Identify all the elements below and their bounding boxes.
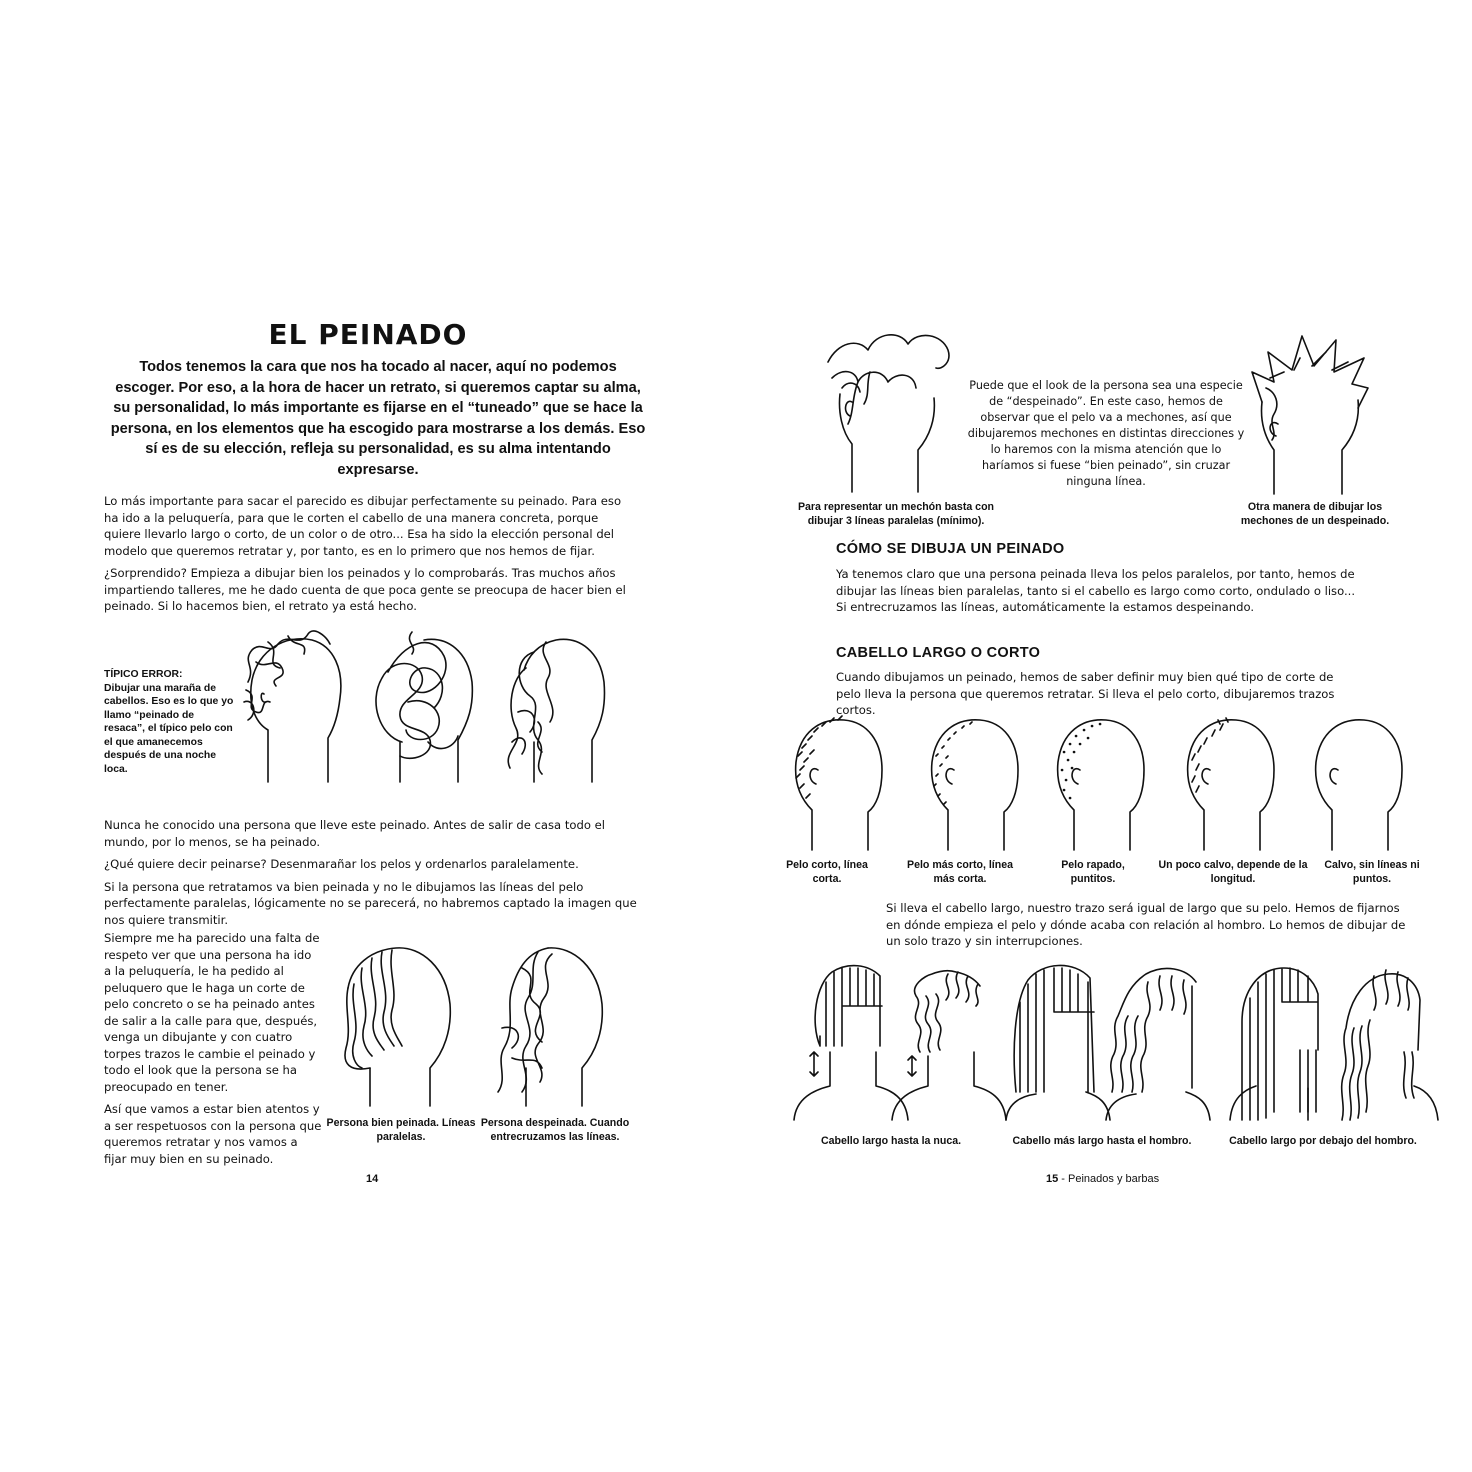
messy-head-2: [376, 632, 472, 782]
head-short-2: [932, 720, 1018, 850]
caption-messy: Persona despeinada. Cuando entrecruzamos las líneas.: [480, 1117, 630, 1143]
messy-head-1: [244, 631, 341, 782]
como-text: Ya tenemos claro que una persona peinada lleva los pelos paralelos, por tanto, hemos de dibujar las líneas bien paralelas, tanto si el cabello es largo como corto, ondulado o liso... Si entrecruzamos las líneas, automáticamente la estamos despeinando.: [836, 567, 1356, 614]
body-text-2: [104, 817, 638, 928]
page-title: EL PEINADO: [268, 318, 468, 351]
long-head-6: [1342, 970, 1438, 1120]
error-box: [104, 668, 236, 776]
messy-long-head-illustration: [482, 938, 622, 1108]
head-short-3: [1058, 720, 1144, 850]
paragraph: Así que vamos a estar bien atentos y a ser respetuosos con la persona que queremos retratar y nos vamos a fijar muy bien en su peinado.: [104, 1102, 322, 1166]
body-text-3: [104, 930, 322, 1167]
long-head-3: [1006, 965, 1110, 1120]
paragraph: Lo más importante para sacar el parecido es dibujar perfectamente su peinado. Para eso ha ido a la peluquería, para que le corten el cabello de una manera concreta, porque quiere llevarlo largo o corto, de un color o de otro... Esa ha sido la elección personal del modelo que queremos retratar y, por tanto, es en lo primero que nos hemos de fijar.: [104, 494, 622, 558]
right-page: [736, 0, 1472, 1472]
heading-cabello-largo: CABELLO LARGO O CORTO: [836, 645, 1041, 661]
mechon-head-illustration: [822, 332, 962, 494]
paragraph: Nunca he conocido una persona que lleve este peinado. Antes de salir de casa todo el mundo, por lo menos, se ha peinado.: [104, 818, 605, 849]
head-short-5: [1316, 720, 1402, 850]
caption-long-3: Cabello largo por debajo del hombro.: [1229, 1135, 1417, 1147]
long-head-5: [1230, 968, 1318, 1120]
error-text: Dibujar una maraña de cabellos. Eso es lo que yo llamo “peinado de resaca”, el típico pelo con el que amanecemos después de una noche loca.: [104, 682, 234, 775]
long-head-2: [892, 971, 1006, 1120]
page-number-left: 14: [366, 1173, 379, 1185]
largo-text: Cuando dibujamos un peinado, hemos de saber definir muy bien qué tipo de corte de pelo lleva la persona que queremos retratar. Si lleva el pelo corto, dibujaremos trazos cortos.: [836, 670, 1335, 717]
paragraph: Si la persona que retratamos va bien peinada y no le dibujamos las líneas del pelo perfectamente paralelas, lógicamente no se parecerá, no habremos captado la imagen que nos quiere transmitir.: [104, 879, 637, 927]
long-head-4: [1106, 968, 1210, 1120]
caption-mechon: Para representar un mechón basta con dibujar 3 líneas paralelas (mínimo).: [797, 501, 995, 527]
combed-head-illustration: [330, 938, 470, 1108]
head-short-1: [796, 716, 882, 850]
caption-otra: Otra manera de dibujar los mechones de un despeinado.: [1240, 501, 1390, 527]
long-head-1: [794, 966, 908, 1120]
caption-short-5: Calvo, sin líneas ni puntos.: [1324, 859, 1420, 885]
messy-head-3: [508, 639, 604, 782]
paragraph: ¿Sorprendido? Empieza a dibujar bien los peinados y lo comprobarás. Tras muchos años impartiendo talleres, me he dado cuenta de que poca gente se preocupa de hacer bien el peinado. Si lo hacemos bien, el retrato ya está hecho.: [104, 566, 626, 613]
running-head: - Peinados y barbas: [1058, 1173, 1160, 1185]
caption-short-1: Pelo corto, línea corta.: [786, 859, 868, 885]
long-hair-text: Si lleva el cabello largo, nuestro trazo será igual de largo que su pelo. Hemos de fijarnos en dónde empieza el pelo y dónde acaba con relación al hombro. Lo hemos de dibujar de un solo trazo y sin interrupciones.: [886, 901, 1406, 948]
caption-short-2: Pelo más corto, línea más corta.: [907, 859, 1013, 885]
paragraph: Siempre me ha parecido una falta de respeto ver que una persona ha ido a la peluquería, le ha pedido al peluquero que le haga un corte de pelo concreto o se ha peinado antes de salir a la calle para que, después, venga un dibujante y con cuatro torpes trazos le cambie el peinado y todo el look que la persona se ha preocupado en tener.: [104, 931, 320, 1094]
error-title: TÍPICO ERROR:: [104, 669, 183, 680]
caption-short-3: Pelo rapado, puntitos.: [1061, 859, 1125, 885]
heading-como-se-dibuja: CÓMO SE DIBUJA UN PEINADO: [836, 541, 1065, 557]
caption-long-1: Cabello largo hasta la nuca.: [820, 1135, 962, 1147]
caption-long-2: Cabello más largo hasta el hombro.: [1012, 1135, 1192, 1147]
despeinado-text: Puede que el look de la persona sea una especie de “despeinado”. En este caso, hemos de observar que el pelo va a mechones, así que dibujaremos mechones en distintas direcciones y lo haremos con la misma atención que lo haríamos si fuese “bien peinado”, sin cruzar ninguna línea.: [967, 379, 1245, 488]
short-hair-heads: [782, 712, 1422, 852]
body-text-1: [104, 493, 638, 615]
page-footer-right: [1046, 1173, 1159, 1185]
head-short-4: [1188, 718, 1274, 850]
caption-combed: Persona bien peinada. Líneas paralelas.: [326, 1117, 476, 1143]
intro-text: Todos tenemos la cara que nos ha tocado al nacer, aquí no podemos escoger. Por eso, a la hora de hacer un retrato, si queremos captar su alma, su personalidad, lo más importante es fijarse en el “tuneado” que se hace la persona, en los elementos que ha escogido para mostrarse a los demás. Eso sí es de su elección, refleja su personalidad, es su alma intentando expresarse.: [110, 359, 646, 478]
paragraph: ¿Qué quiere decir peinarse? Desenmarañar los pelos y ordenarlos paralelamente.: [104, 857, 579, 871]
long-hair-heads: [792, 962, 1422, 1122]
page-number-right: 15: [1046, 1173, 1059, 1185]
caption-short-4: Un poco calvo, depende de la longitud.: [1158, 859, 1308, 885]
messy-hair-illustrations: [238, 622, 608, 788]
despeinado-head-illustration: [1242, 326, 1392, 496]
